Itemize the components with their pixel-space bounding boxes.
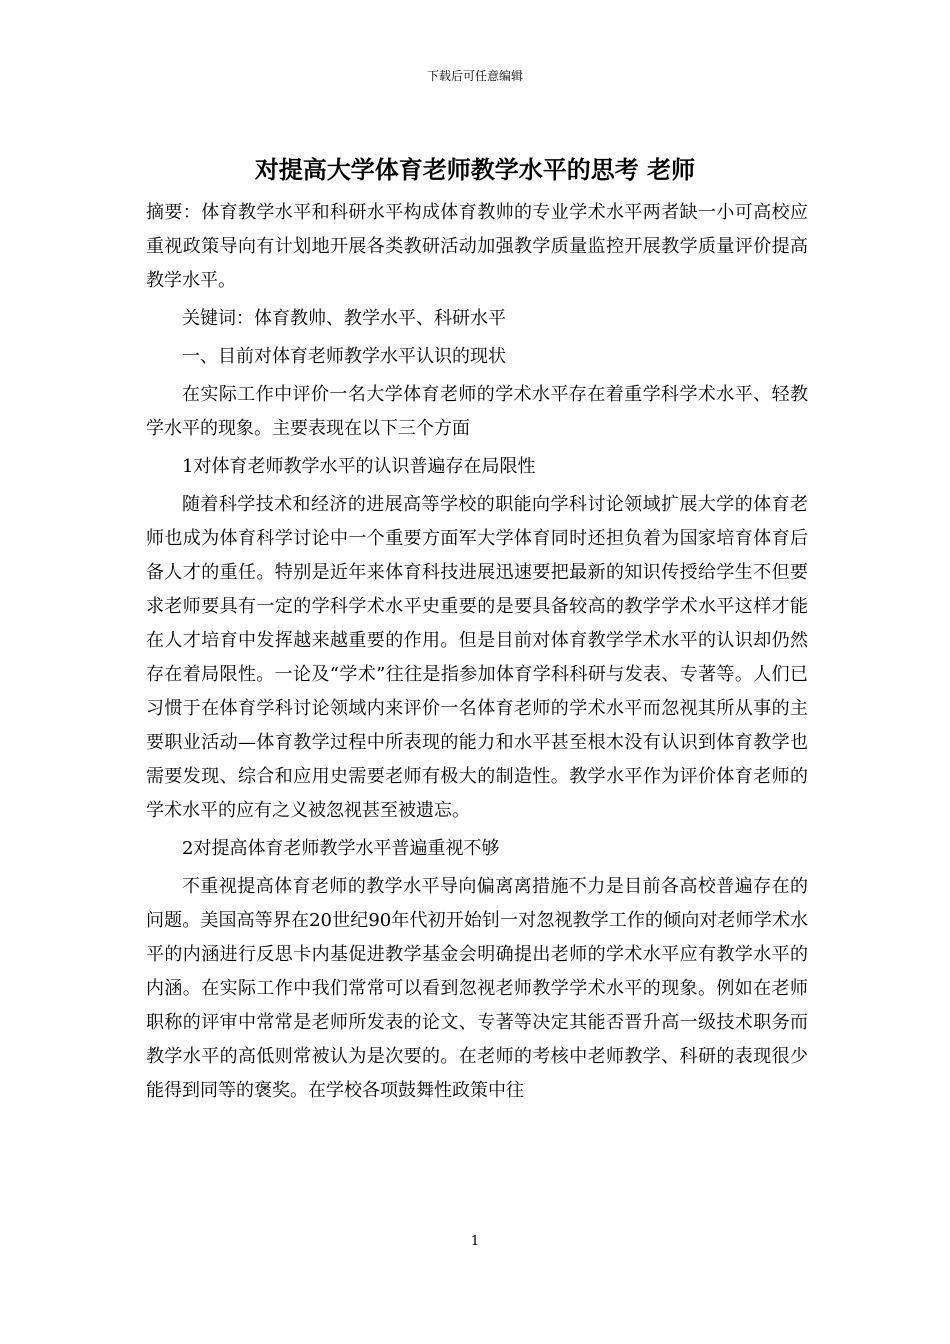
body-paragraph: 在实际工作中评价一名大学体育老师的学术水平存在着重学科学术水平、轻教学水平的现象。主要表现在以下三个方面 bbox=[146, 384, 808, 439]
page-header-note: 下载后可任意编辑 bbox=[426, 69, 523, 83]
subsection-heading: 1对体育老师教学水平的认识普遍存在局限性 bbox=[182, 456, 536, 477]
keywords-paragraph: 关键词：体育教帅、教学水平、科研水平 bbox=[182, 308, 506, 329]
page-number: 1 bbox=[470, 1234, 480, 1249]
section-heading: 一、目前对体育老师教学水平认识的现状 bbox=[182, 346, 506, 367]
subsection-heading: 2对提高体育老师教学水平普遍重视不够 bbox=[182, 838, 500, 859]
document-title: 对提高大学体育老师教学水平的思考 老师 bbox=[254, 155, 696, 184]
body-paragraph: 随着科学技术和经济的进展高等学校的职能向学科讨论领域扩展大学的体育老师也成为体育科学讨论中一个重要方面军大学体育同时还担负着为国家培育体育后备人才的重任。特别是近年来体育科技进展迅速要把最新的知识传授给学生不但要求老师要具有一定的学科学术水平史重要的是要具备较高的教学学术水平这样才能在人才培育中发挥越来越重要的作用。但是目前对体育教学学术水平的认识却仍然存在着局限性。一论及“学术”往往是指参加体育学科科研与发表、专著等。人们已习惯于在体育学科讨论领域内来评价一名体育老师的学术水平而忽视其所从事的主要职业活动—体育教学过程中所表现的能力和水平甚至根木没有认识到体育教学也需要发现、综合和应用史需要老师有极大的制造性。教学水平作为评价体育老师的学术水平的应有之义被忽视甚至被遗忘。 bbox=[146, 494, 808, 821]
document-body bbox=[146, 196, 808, 1112]
abstract-paragraph: 摘要：体育教学水平和科研水平构成体育教帅的专业学术水平两者缺一小可高校应重视政策导向有计划地开展各类教研活动加强教学质量监控开展教学质量评价提高教学水平。 bbox=[146, 202, 808, 291]
body-paragraph: 不重视提高体育老师的教学水平导向偏离离措施不力是目前各高校普遍存在的问题。美国高等界在20世纪90年代初开始钊一对忽视教学工作的倾向对老师学术水平的内涵进行反思卡内基促进教学基金会明确提出老师的学术水平应有教学水平的内涵。在实际工作中我们常常可以看到忽视老师教学学术水平的现象。例如在老师职称的评审中常常是老师所发表的论文、专著等决定其能否晋升高一级技术职务而教学水平的高低则常被认为是次要的。在老师的考核中老师教学、科研的表现很少能得到同等的褒奖。在学校各项鼓舞性政策中往 bbox=[146, 876, 808, 1101]
